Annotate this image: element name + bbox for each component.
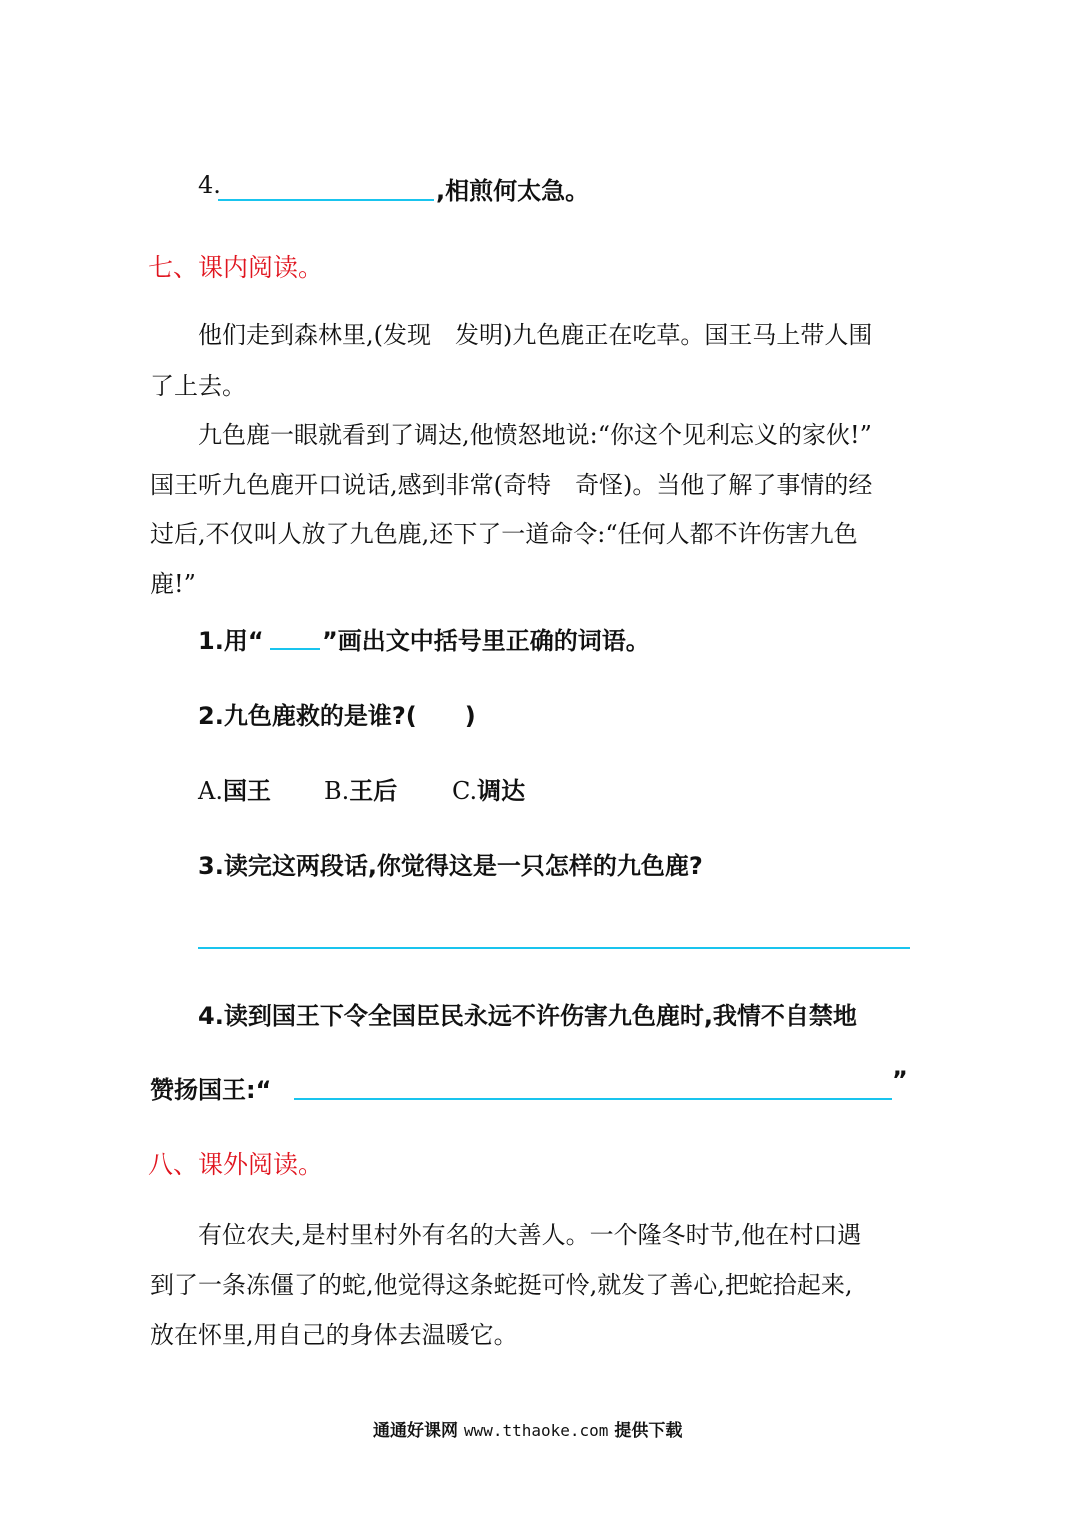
- item-4-number: 4.: [198, 171, 221, 199]
- item-4-suffix: ,相煎何太急。: [436, 177, 590, 205]
- underline-sample: [270, 648, 320, 650]
- question-1-prefix: 1.用“: [198, 627, 264, 655]
- answer-blank-item-4[interactable]: [218, 199, 434, 201]
- option-a[interactable]: [198, 771, 271, 806]
- option-b-letter: B.: [324, 777, 350, 805]
- footer-url-link[interactable]: www.tthaoke.com: [463, 1421, 609, 1440]
- section-7-heading: 七、课内阅读。: [148, 253, 324, 282]
- option-c-text: 调达: [477, 777, 526, 805]
- passage-7-p2-line2: 国王听九色鹿开口说话,感到非常(奇特 奇怪)。当他了解了事情的经: [150, 471, 873, 499]
- passage-8-line2: 到了一条冻僵了的蛇,他觉得这条蛇挺可怜,就发了善心,把蛇拾起来,: [150, 1271, 853, 1299]
- passage-8-line3: 放在怀里,用自己的身体去温暖它。: [150, 1321, 518, 1349]
- option-c-letter: C.: [452, 777, 478, 805]
- footer-site-name: 通通好课网: [373, 1421, 458, 1441]
- passage-7-p1-line2: 了上去。: [150, 372, 246, 400]
- passage-7-p1-line1: 他们走到森林里,(发现 发明)九色鹿正在吃草。国王马上带人围: [198, 321, 873, 349]
- question-3-text: 3.读完这两段话,你觉得这是一只怎样的九色鹿?: [198, 852, 703, 880]
- question-4-line1: 4.读到国王下令全国臣民永远不许伤害九色鹿时,我情不自禁地: [198, 1002, 857, 1030]
- option-a-text: 国王: [222, 777, 271, 805]
- answer-blank-question-3[interactable]: [198, 947, 910, 949]
- passage-7-p2-line1: 九色鹿一眼就看到了调达,他愤怒地说:“你这个见利忘义的家伙!”: [198, 421, 872, 449]
- section-8-heading: 八、课外阅读。: [148, 1150, 324, 1179]
- option-c[interactable]: [452, 771, 525, 806]
- question-4-line2-suffix: ”: [892, 1066, 908, 1094]
- question-2-text: 2.九色鹿救的是谁?( ): [198, 702, 476, 730]
- answer-blank-question-4[interactable]: [294, 1098, 892, 1100]
- question-4-line2-prefix: 赞扬国王:“: [150, 1076, 272, 1104]
- footer: [373, 1416, 682, 1441]
- option-b[interactable]: [324, 771, 397, 806]
- passage-7-p2-line4: 鹿!”: [150, 570, 196, 598]
- footer-suffix: 提供下载: [614, 1421, 683, 1441]
- option-a-letter: A.: [198, 777, 223, 805]
- passage-7-p2-line3: 过后,不仅叫人放了九色鹿,还下了一道命令:“任何人都不许伤害九色: [150, 520, 858, 548]
- option-b-text: 王后: [349, 777, 398, 805]
- question-1-suffix: ”画出文中括号里正确的词语。: [322, 627, 650, 655]
- passage-8-line1: 有位农夫,是村里村外有名的大善人。一个隆冬时节,他在村口遇: [198, 1221, 862, 1249]
